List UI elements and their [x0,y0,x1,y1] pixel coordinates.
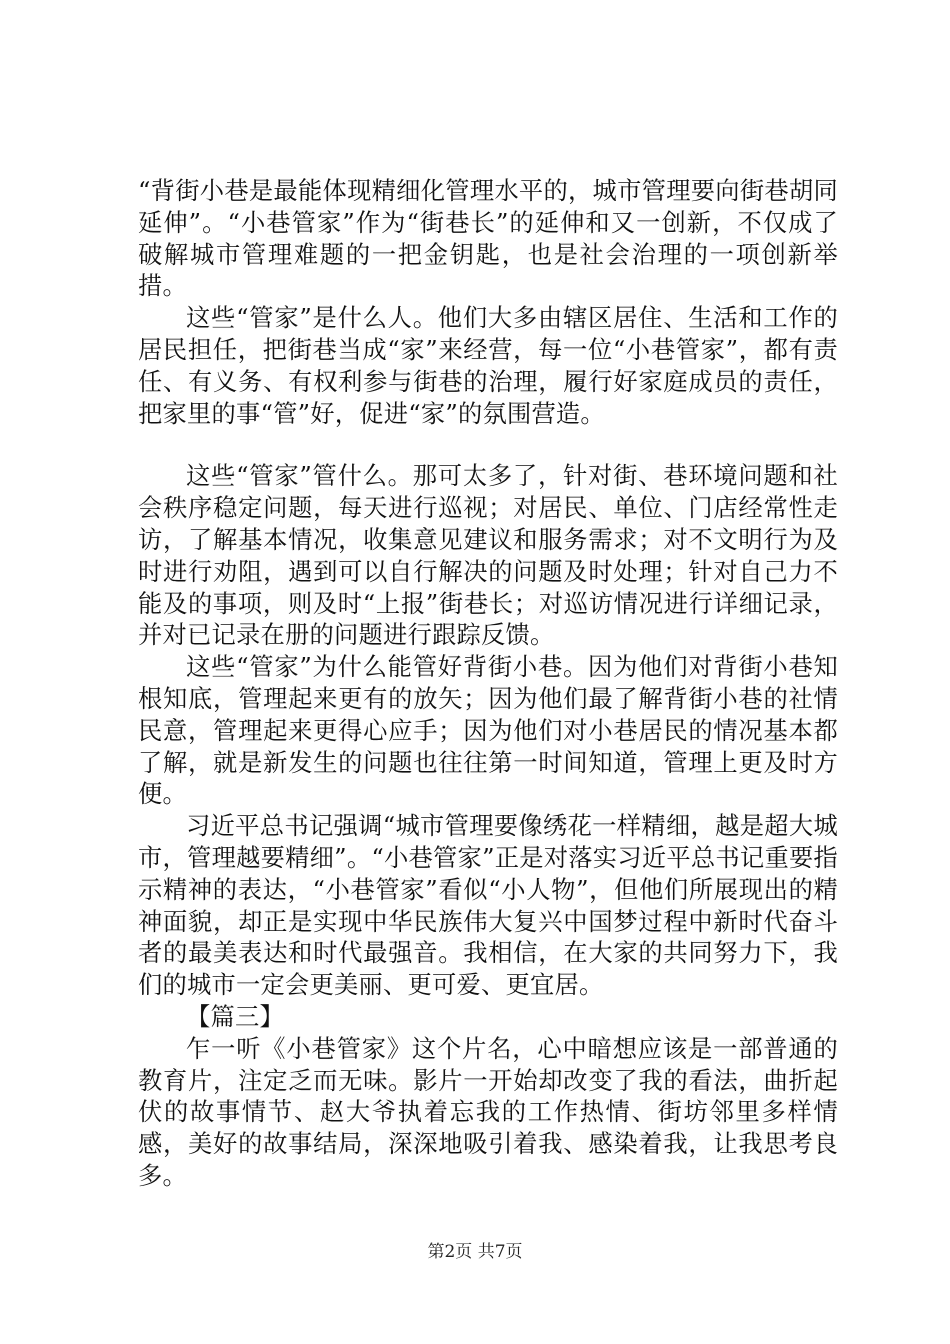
paragraph-who: 这些“管家”是什么人。他们大多由辖区居住、生活和工作的居民担任，把街巷当成“家”来经营，每一位“小巷管家”，都有责任、有义务、有权利参与街巷的治理，履行好家庭成员的责任，把家里的事“管”好，促进“家”的氛围营造。 [138,303,838,428]
paragraph-section-three: 乍一听《小巷管家》这个片名，心中暗想应该是一部普通的教育片，注定乏而无味。影片一开始却改变了我的看法，曲折起伏的故事情节、赵大爷执着忘我的工作热情、街坊邻里多样情感，美好的故事结局，深深地吸引着我、感染着我，让我思考良多。 [138,1033,838,1190]
section-heading: 【篇三】 [186,1001,284,1031]
paragraph-intro: “背街小巷是最能体现精细化管理水平的，城市管理要向街巷胡同延伸”。“小巷管家”作为“街巷长”的延伸和又一创新，不仅成了破解城市管理难题的一把金钥匙，也是社会治理的一项创新举措。 [138,176,838,301]
paragraph-why: 这些“管家”为什么能管好背街小巷。因为他们对背街小巷知根知底，管理起来更有的放矢；因为他们最了解背街小巷的社情民意，管理起来更得心应手；因为他们对小巷居民的情况基本都了解，就是新发生的问题也往往第一时间知道，管理上更及时方便。 [138,652,838,809]
paragraph-quote: 习近平总书记强调“城市管理要像绣花一样精细，越是超大城市，管理越要精细”。“小巷管家”正是对落实习近平总书记重要指示精神的表达，“小巷管家”看似“小人物”，但他们所展现出的精神面貌，却正是实现中华民族伟大复兴中国梦过程中新时代奋斗者的最美表达和时代最强音。我相信，在大家的共同努力下，我们的城市一定会更美丽、更可爱、更宜居。 [138,811,838,1000]
document-body [138,175,838,1192]
page-number-footer: 第2页 共7页 [427,1242,523,1262]
paragraph-what: 这些“管家”管什么。那可太多了，针对街、巷环境问题和社会秩序稳定问题，每天进行巡视；对居民、单位、门店经常性走访，了解基本情况，收集意见建议和服务需求；对不文明行为及时进行劝阻，遇到可以自行解决的问题及时处理；针对自己力不能及的事项，则及时“上报”街巷长；对巡访情况进行详细记录，并对已记录在册的问题进行跟踪反馈。 [138,461,838,650]
